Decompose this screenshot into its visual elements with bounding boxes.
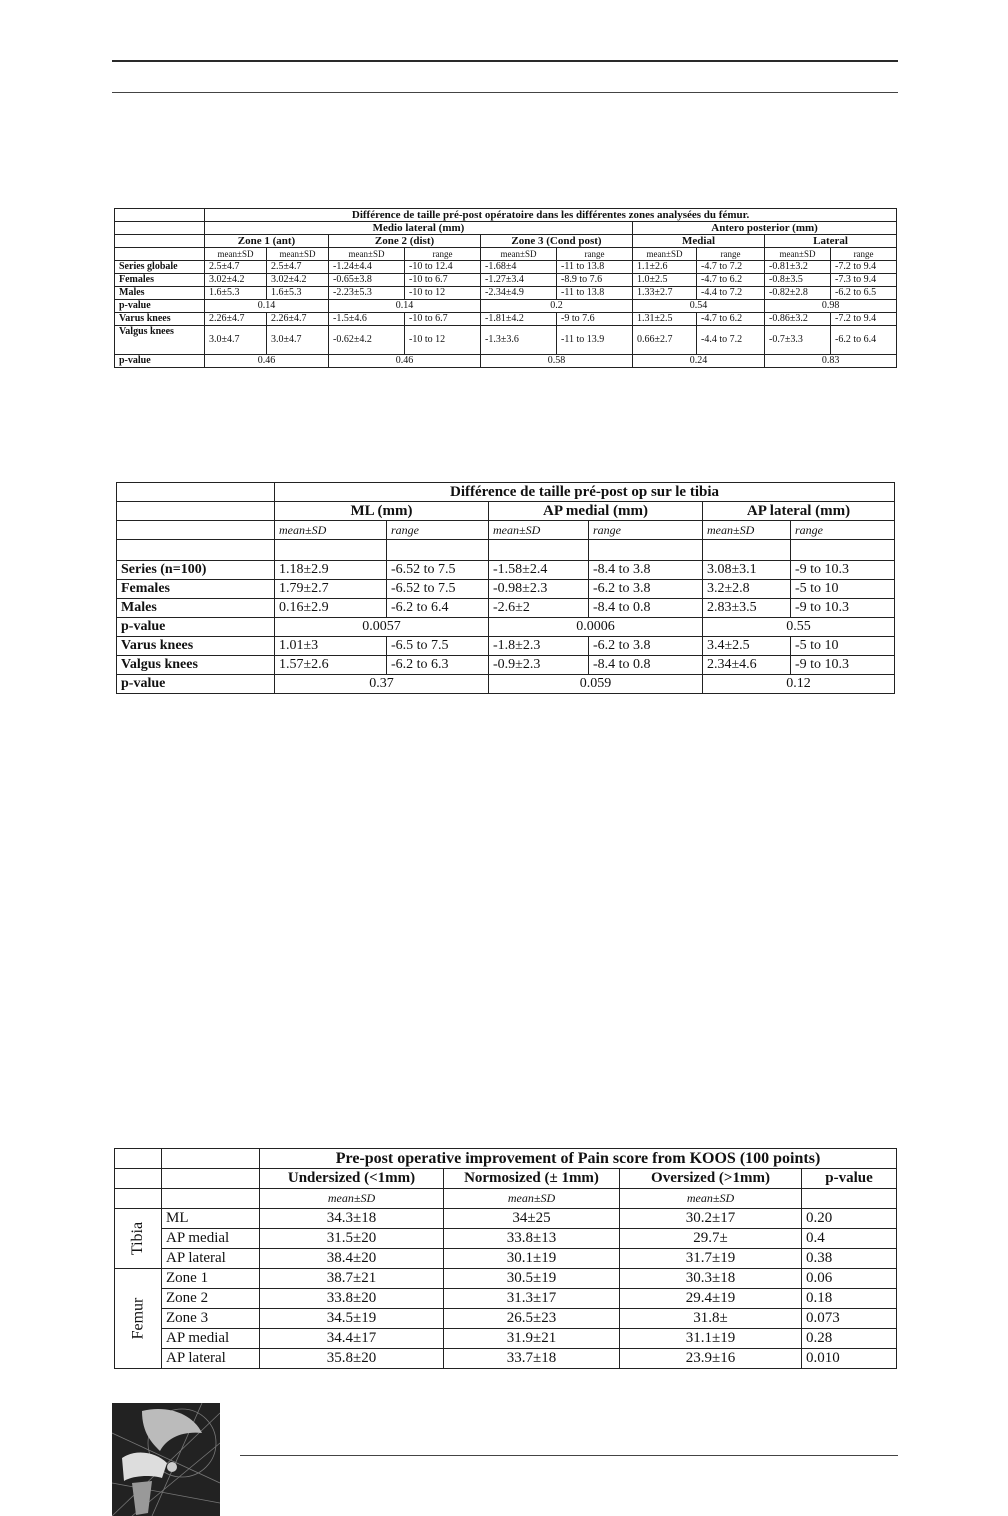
zone-header: Zone 2 (dist) [329,235,481,248]
table-cell: 3.08±3.1 [703,561,791,580]
row-label: Females [117,580,275,599]
row-label: Series (n=100) [117,561,275,580]
footer-rule [240,1455,898,1456]
table-cell: 29.4±19 [620,1289,802,1309]
table-row [117,561,895,580]
sub-header: mean±SD [620,1189,802,1209]
blank-row [117,540,895,561]
pvalue-cell: 0.46 [329,355,481,368]
sub-header: range [405,248,481,261]
pvalue-cell: 0.98 [765,300,897,313]
table-cell: 23.9±16 [620,1349,802,1369]
table-cell: 2.34±4.6 [703,656,791,675]
table-cell: 31.3±17 [444,1289,620,1309]
sub-header: mean±SD [444,1189,620,1209]
corner-cell [117,502,275,521]
sub-header: mean±SD [481,248,557,261]
table-cell: -6.2 to 6.4 [831,326,897,355]
table-cell: -10 to 12.4 [405,261,481,274]
pvalue-row [117,618,895,637]
table-cell: -10 to 6.7 [405,313,481,326]
table-row [117,637,895,656]
table-cell: -1.24±4.4 [329,261,405,274]
table-cell: 3.2±2.8 [703,580,791,599]
table-cell: -0.82±2.8 [765,287,831,300]
table-cell: -2.23±5.3 [329,287,405,300]
pvalue-row [115,300,897,313]
row-label: Zone 2 [162,1289,260,1309]
table-cell: 0.18 [802,1289,897,1309]
group-header: AP medial (mm) [489,502,703,521]
table-cell: -6.52 to 7.5 [387,580,489,599]
table-cell: -11 to 13.8 [557,261,633,274]
table-cell: -11 to 13.8 [557,287,633,300]
table-row [115,287,897,300]
table-cell: -9 to 10.3 [791,599,895,618]
corner-cell [115,1169,162,1189]
corner-cell [117,521,275,540]
row-label: AP medial [162,1229,260,1249]
table-cell: 3.02±4.2 [267,274,329,287]
table-cell: 2.83±3.5 [703,599,791,618]
sub-header: mean±SD [633,248,697,261]
table-cell: -8.4 to 3.8 [589,561,703,580]
table-row [115,274,897,287]
table-cell: -8.4 to 0.8 [589,656,703,675]
pvalue-cell: 0.24 [633,355,765,368]
table-cell: 2.26±4.7 [205,313,267,326]
corner-cell [802,1189,897,1209]
table-cell: 30.3±18 [620,1269,802,1289]
table-cell: 29.7± [620,1229,802,1249]
pvalue-row [117,675,895,694]
table-row [115,1289,897,1309]
table-cell: -6.2 to 3.8 [589,580,703,599]
table-cell: 3.0±4.7 [205,326,267,355]
column-header: Oversized (>1mm) [620,1169,802,1189]
corner-cell [115,222,205,235]
group-label-tibia [115,1209,162,1269]
table-cell: 0.010 [802,1349,897,1369]
table-cell: -8.4 to 0.8 [589,599,703,618]
corner-cell [115,209,205,222]
table-cell: -6.2 to 6.5 [831,287,897,300]
row-label: Males [117,599,275,618]
table-cell: -0.98±2.3 [489,580,589,599]
sub-header: mean±SD [765,248,831,261]
table-title: Différence de taille pré-post opératoire dans les différentes zones analysées du fémur. [205,209,897,222]
pvalue-cell: 0.58 [481,355,633,368]
row-label: ML [162,1209,260,1229]
table-cell: 33.8±20 [260,1289,444,1309]
corner-cell [115,235,205,248]
table-cell: 38.7±21 [260,1269,444,1289]
table-cell: -6.2 to 6.4 [387,599,489,618]
table-cell: 0.073 [802,1309,897,1329]
table-cell: 1.31±2.5 [633,313,697,326]
row-label: Zone 3 [162,1309,260,1329]
table-cell: 1.1±2.6 [633,261,697,274]
table-cell: 0.66±2.7 [633,326,697,355]
sub-header: mean±SD [260,1189,444,1209]
corner-cell [115,1189,162,1209]
table-cell: -7.2 to 9.4 [831,261,897,274]
corner-cell [115,248,205,261]
row-label: Females [115,274,205,287]
table-cell: -6.2 to 6.3 [387,656,489,675]
table-cell: 30.2±17 [620,1209,802,1229]
sub-header: mean±SD [275,521,387,540]
table-row [115,313,897,326]
tibia-label: Tibia [129,1221,147,1255]
header-rule-thin [112,92,898,93]
table-row [117,599,895,618]
table-cell: 0.4 [802,1229,897,1249]
table-cell: -6.5 to 7.5 [387,637,489,656]
pvalue-cell: 0.0057 [275,618,489,637]
table-cell: -10 to 6.7 [405,274,481,287]
table-cell: 31.7±19 [620,1249,802,1269]
knee-logo-graphic [112,1403,220,1516]
table-row [117,656,895,675]
row-label: Valgus knees [115,326,205,355]
row-label: AP medial [162,1329,260,1349]
sub-header: range [831,248,897,261]
table-cell: 34.3±18 [260,1209,444,1229]
table-cell: -1.58±2.4 [489,561,589,580]
column-header: Undersized (<1mm) [260,1169,444,1189]
zone-header: Medial [633,235,765,248]
table-cell: -0.86±3.2 [765,313,831,326]
table-cell: 1.33±2.7 [633,287,697,300]
table-cell: 26.5±23 [444,1309,620,1329]
knee-logo-image [112,1403,220,1516]
table-cell: -7.2 to 9.4 [831,313,897,326]
table-cell: 1.79±2.7 [275,580,387,599]
table-cell: 31.5±20 [260,1229,444,1249]
table-cell: -0.7±3.3 [765,326,831,355]
row-label: AP lateral [162,1249,260,1269]
zone-header: Lateral [765,235,897,248]
sub-header: mean±SD [205,248,267,261]
table-cell: -0.81±3.2 [765,261,831,274]
row-label: Zone 1 [162,1269,260,1289]
table-cell: 34.4±17 [260,1329,444,1349]
sub-header: range [697,248,765,261]
corner-cell [162,1169,260,1189]
zone-header: Zone 1 (ant) [205,235,329,248]
pvalue-cell: 0.46 [205,355,329,368]
row-label: p-value [117,675,275,694]
table-row [115,1309,897,1329]
row-label: p-value [117,618,275,637]
table-cell: -0.8±3.5 [765,274,831,287]
sub-header: range [557,248,633,261]
pvalue-cell: 0.55 [703,618,895,637]
pvalue-cell: 0.2 [481,300,633,313]
table-cell: 2.5±4.7 [267,261,329,274]
column-header: p-value [802,1169,897,1189]
sub-header: range [589,521,703,540]
table-cell: -9 to 10.3 [791,656,895,675]
row-label: Series globale [115,261,205,274]
tibia-size-table [116,482,895,694]
table-cell: 1.6±5.3 [267,287,329,300]
table-cell: 0.20 [802,1209,897,1229]
table-title: Pre-post operative improvement of Pain score from KOOS (100 points) [260,1149,897,1169]
table-cell: -0.9±2.3 [489,656,589,675]
femur-label: Femur [129,1297,147,1339]
corner-cell [162,1149,260,1169]
table-cell: 31.9±21 [444,1329,620,1349]
table-cell: 1.01±3 [275,637,387,656]
table-cell: -10 to 12 [405,326,481,355]
pvalue-row [115,355,897,368]
table-cell: -4.4 to 7.2 [697,287,765,300]
pvalue-cell: 0.059 [489,675,703,694]
table-cell: 35.8±20 [260,1349,444,1369]
group-label-femur [115,1269,162,1369]
table-cell: -6.52 to 7.5 [387,561,489,580]
table-cell: 0.38 [802,1249,897,1269]
row-label: p-value [115,355,205,368]
table-cell: 3.4±2.5 [703,637,791,656]
table-cell: 38.4±20 [260,1249,444,1269]
table-cell: -11 to 13.9 [557,326,633,355]
table-cell: -0.65±3.8 [329,274,405,287]
table-row [115,1249,897,1269]
table-row [115,1229,897,1249]
sub-header: mean±SD [489,521,589,540]
table-cell: 33.8±13 [444,1229,620,1249]
sub-header: mean±SD [703,521,791,540]
table-cell: 34.5±19 [260,1309,444,1329]
table-row [115,261,897,274]
group-header: ML (mm) [275,502,489,521]
pvalue-cell: 0.83 [765,355,897,368]
sub-header: mean±SD [267,248,329,261]
group-header-ap: Antero posterior (mm) [633,222,897,235]
table-cell: 2.5±4.7 [205,261,267,274]
corner-cell [117,483,275,502]
row-label: Valgus knees [117,656,275,675]
row-label: p-value [115,300,205,313]
table-cell: -1.68±4 [481,261,557,274]
table-cell: -8.9 to 7.6 [557,274,633,287]
table-row [115,1349,897,1369]
pvalue-cell: 0.0006 [489,618,703,637]
table-cell: 1.18±2.9 [275,561,387,580]
row-label: Varus knees [115,313,205,326]
table-row [115,1269,897,1289]
table-cell: 3.0±4.7 [267,326,329,355]
table-row [117,580,895,599]
table-cell: -4.7 to 6.2 [697,274,765,287]
group-header-ml: Medio lateral (mm) [205,222,633,235]
table-cell: -2.6±2 [489,599,589,618]
corner-cell [162,1189,260,1209]
table-cell: -1.81±4.2 [481,313,557,326]
table-cell: -4.7 to 6.2 [697,313,765,326]
pvalue-cell: 0.14 [205,300,329,313]
corner-cell [115,1149,162,1169]
table-cell: -1.8±2.3 [489,637,589,656]
table-cell: 31.1±19 [620,1329,802,1349]
table-cell: -1.3±3.6 [481,326,557,355]
table-cell: -0.62±4.2 [329,326,405,355]
table-cell: -1.27±3.4 [481,274,557,287]
koos-pain-table [114,1148,897,1369]
table-cell: -4.7 to 7.2 [697,261,765,274]
pvalue-cell: 0.14 [329,300,481,313]
row-label: Varus knees [117,637,275,656]
table-cell: 34±25 [444,1209,620,1229]
table-row [115,326,897,355]
table-cell: 33.7±18 [444,1349,620,1369]
table-cell: -1.5±4.6 [329,313,405,326]
row-label: AP lateral [162,1349,260,1369]
table-cell: 2.26±4.7 [267,313,329,326]
table-cell: -9 to 7.6 [557,313,633,326]
table-row [115,1329,897,1349]
sub-header: range [387,521,489,540]
column-header: Normosized (± 1mm) [444,1169,620,1189]
table-cell: -9 to 10.3 [791,561,895,580]
header-rule-thick [112,60,898,62]
table-cell: 30.1±19 [444,1249,620,1269]
table-cell: -10 to 12 [405,287,481,300]
table-title: Différence de taille pré-post op sur le tibia [275,483,895,502]
pvalue-cell: 0.37 [275,675,489,694]
table-cell: 0.28 [802,1329,897,1349]
table-cell: 0.06 [802,1269,897,1289]
table-cell: 3.02±4.2 [205,274,267,287]
pvalue-cell: 0.54 [633,300,765,313]
group-header: AP lateral (mm) [703,502,895,521]
sub-header: mean±SD [329,248,405,261]
table-cell: -2.34±4.9 [481,287,557,300]
table-row [115,1209,897,1229]
zone-header: Zone 3 (Cond post) [481,235,633,248]
table-cell: 1.57±2.6 [275,656,387,675]
pvalue-cell: 0.12 [703,675,895,694]
table-cell: -7.3 to 9.4 [831,274,897,287]
table-cell: -5 to 10 [791,580,895,599]
table-cell: 1.6±5.3 [205,287,267,300]
table-cell: 31.8± [620,1309,802,1329]
table-cell: -5 to 10 [791,637,895,656]
sub-header: range [791,521,895,540]
row-label: Males [115,287,205,300]
table-cell: 0.16±2.9 [275,599,387,618]
table-cell: 30.5±19 [444,1269,620,1289]
table-cell: -4.4 to 7.2 [697,326,765,355]
femur-size-table [114,208,897,368]
table-cell: 1.0±2.5 [633,274,697,287]
table-cell: -6.2 to 3.8 [589,637,703,656]
